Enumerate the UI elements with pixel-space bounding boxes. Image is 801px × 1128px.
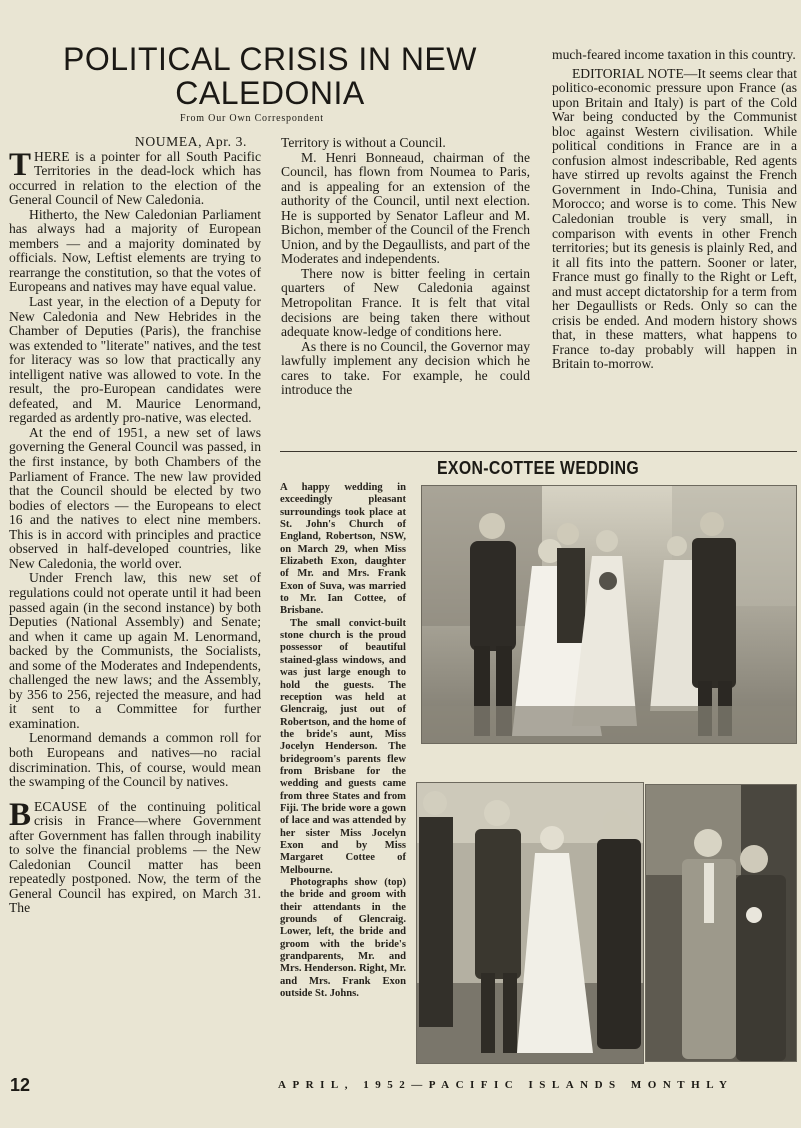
article-paragraph: much-feared income taxation in this country. [552, 47, 796, 62]
grandparents-illustration [417, 783, 643, 1063]
wedding-photo-lower-right [645, 784, 797, 1062]
article-paragraph: At the end of 1951, a new set of laws governing the General Council was passed, in the first instance, by both Chambers of the Parliament of France. The new law provided that the Council should be elected by two bodies of electors — the Europeans to elect 16 and the natives to elect nine members. This is in accord with principles and practice observed in half-developed countries, like New Caledonia, the world over. [9, 424, 261, 571]
article-paragraph: M. Henri Bonneaud, chairman of the Council, has flown from Noumea to Paris, and is appealing for an extension of the authority of the Council, until next election. He is supported by Senator Lafleur and M. Bichon, member of the Council of the French Union, and by the Degaullists, and part of the Moderates and independents. [281, 149, 530, 267]
article-paragraph: Lenormand demands a common roll for both Europeans and natives—no racial discrimination. This, of course, would mean the swamping of the Council by natives. [9, 730, 261, 790]
caption-paragraph: Photographs show (top) the bride and groom with their attendants in the grounds of Glencraig. Lower, left, the bride and groom with the bride's grandparents, Mr. and Mrs. Henderson. Right, Mr. and Mrs. Frank Exon outside St. Johns. [280, 877, 406, 1000]
page-number: 12 [10, 1075, 31, 1095]
running-footer: APRIL, 1952—PACIFIC ISLANDS MONTHLY [278, 1079, 734, 1091]
article-dateline: NOUMEA, Apr. 3. [134, 134, 247, 149]
caption-paragraph: A happy wedding in exceedingly pleasant surroundings took place at St. John's Church of England, Robertson, NSW, on March 29, when Miss Elizabeth Exon, daughter of Mr. and Mrs. Frank Exon of Suva, was married to Mr. Ian Cottee, of Brisbane. [280, 482, 406, 617]
article-paragraph: Territory is without a Council. [281, 135, 446, 150]
article-byline: From Our Own Correspondent [180, 113, 324, 124]
wedding-title: EXON-COTTEE WEDDING [437, 458, 640, 478]
caption-paragraph: The small convict-built stone church is the proud possessor of beautiful stained-glass windows, and was just large enough to hold the guests. The reception was held at Glencraig, just out of Robertson, and the home of the bride's aunt, Miss Jocelyn Henderson. The bridegroom's parents flew from Brisbane for the wedding and guests came from three States and from Fiji. The bride wore a gown of lace and was attended by her sister Miss Jocelyn Exon and by Miss Margaret Cottee of Melbourne. [280, 617, 406, 876]
wedding-caption [280, 482, 406, 1000]
section-divider [280, 451, 797, 452]
wedding-photo-top [421, 485, 797, 744]
article-paragraph: There now is bitter feeling in certain quarters of New Caledonia against Metropolitan France. It is felt that vital decisions are being taken there without adequate know-ledge of conditions here. [281, 265, 530, 340]
article-column-3 [552, 48, 797, 372]
wedding-photo-lower-left [416, 782, 644, 1064]
editorial-note: EDITORIAL NOTE—It seems clear that politico-economic pressure upon France (as upon Britain and Italy) is part of the Cold War being conducted by the Communist bloc against Western civilisation. While political conditions in France are in a confusion almost indescribable, Red agents have stirred up revolts against the French Government in Indo-China, Tunisia and Morocco; and worse is to come. This New Caledonian trouble is very small, in comparison with events in other French territories; but its genesis is plainly Red, and it all fits into the pattern. Sooner or later, France must go finally to the Right or Left, and must accept dictatorship for a term from her Degaullists or Reds. Only so can the crisis be ended. And modern history shows that, in these matters, what happens to France to-day probably will happen in Britain to-morrow. [552, 65, 797, 372]
article-column-2 [281, 136, 530, 398]
article-headline: POLITICAL CRISIS IN NEW CALEDONIA [63, 41, 477, 111]
article-paragraph: BECAUSE of the continuing political crisis in France—where Government after Government has fallen through inability to solve the financial problems — the New Caledonian Council matter has been repeatedly postponed. Now, the term of the General Council has expired, on March 31. The [9, 796, 261, 916]
article-paragraph: Under French law, this new set of regulations could not operate until it had been passed again (in the second instance) by both Deputies (National Assembly) and Senate; and when it came up again M. Lenormand, backed by the Communists, the Socialists, and some of the Moderates and Independents, challenged the new laws; and the Assembly, by 356 to 256, rejected the measure, and had it sent to a Committee for further examination. [9, 570, 261, 731]
wedding-party-illustration [422, 486, 796, 743]
article-paragraph: THERE is a pointer for all South Pacific Territories in the dead-lock which has occurred in relation to the election of the General Council of New Caledonia. [9, 146, 261, 208]
drop-cap: B [9, 796, 32, 833]
article-paragraph: As there is no Council, the Governor may lawfully implement any decision which he cares to take. For example, he could introduce the [281, 338, 530, 398]
article-column-1 [9, 135, 261, 916]
article-paragraph: Last year, in the election of a Deputy for New Caledonia and New Hebrides in the Chamber of Deputies (Paris), the franchise was extended to "literate" natives, and the test for literacy was so low that practically any intelligent native was allowed to vote. In the result, the pro-European candidates were defeated, and M. Maurice Lenormand, regarded as ardently pro-native, was elected. [9, 294, 261, 426]
article-paragraph: Hitherto, the New Caledonian Parliament has always had a majority of European members — and a majority dominated by officials. Now, Leftist elements are trying to rearrange the constitution, so that the votes of Europeans and natives may have equal value. [9, 206, 261, 295]
drop-cap: T [9, 146, 32, 183]
exon-couple-illustration [646, 785, 796, 1061]
